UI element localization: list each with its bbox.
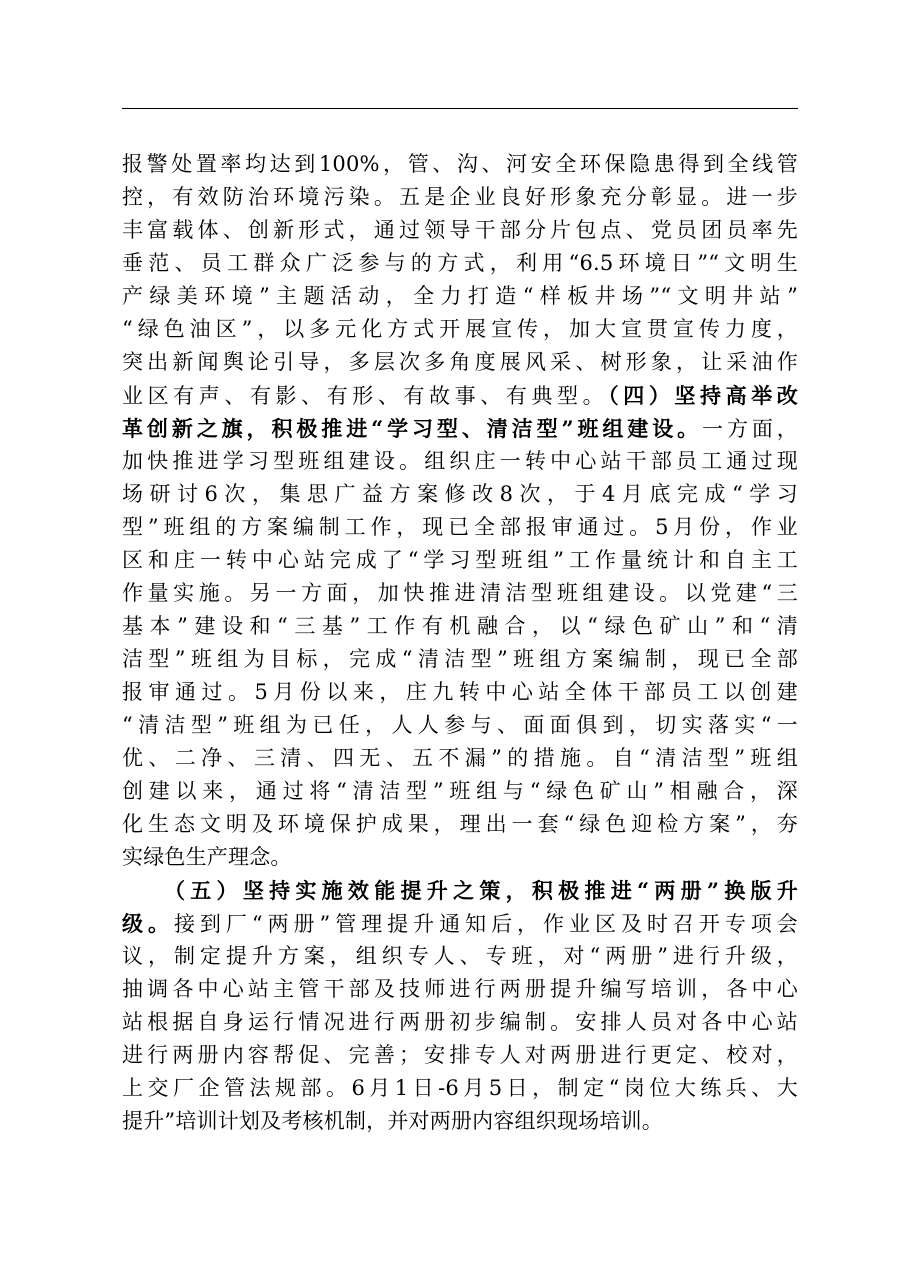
text-line xyxy=(122,643,798,676)
text-run: 站根据自身运行情况进行两册初步编制。安排人员对各中心站 xyxy=(122,1010,798,1034)
text-line xyxy=(122,709,798,742)
text-line xyxy=(122,346,798,379)
text-line xyxy=(122,1039,798,1072)
text-line xyxy=(122,445,798,478)
paragraph-last-line xyxy=(122,1105,798,1138)
text-run: 突出新闻舆论引导，多层次多角度展风采、树形象，让采油作 xyxy=(122,350,798,374)
text-run: 加快推进学习型班组建设。组织庄一转中心站干部员工通过现 xyxy=(122,449,798,473)
text-run: 产绿美环境”主题活动，全力打造“样板井场”“文明井站” xyxy=(122,284,798,308)
text-run: 场研讨6次，集思广益方案修改8次，于4月底完成“学习 xyxy=(122,482,798,506)
text-line xyxy=(122,181,798,214)
text-run: 优、二净、三清、四无、五不漏”的措施。自“清洁型”班组 xyxy=(122,746,798,770)
text-run: 型”班组的方案编制工作，现已全部报审通过。5月份，作业 xyxy=(122,515,798,539)
text-line xyxy=(122,610,798,643)
text-line xyxy=(122,313,798,346)
text-run: 抽调各中心站主管干部及技师进行两册提升编写培训，各中心 xyxy=(122,977,798,1001)
text-line xyxy=(122,280,798,313)
text-line xyxy=(122,511,798,544)
text-line xyxy=(122,808,798,841)
text-run: 实绿色生产理念。 xyxy=(122,845,292,869)
section-heading-four: （四）坚持高举改 xyxy=(608,383,798,408)
text-line xyxy=(122,742,798,775)
text-line xyxy=(122,214,798,247)
text-line xyxy=(122,973,798,1006)
text-run: 化生态文明及环境保护成果，理出一套“绿色迎检方案”，夯 xyxy=(122,812,798,836)
text-run: 进行两册内容帮促、完善；安排专人对两册进行更定、校对， xyxy=(122,1043,798,1067)
text-run: 丰富载体、创新形式，通过领导干部分片包点、党员团员率先 xyxy=(122,218,798,242)
text-line xyxy=(122,247,798,280)
body-text xyxy=(122,148,798,1138)
text-line xyxy=(122,1072,798,1105)
text-run: 上交厂企管法规部。6月1日-6月5日，制定“岗位大练兵、大 xyxy=(122,1076,798,1100)
text-line xyxy=(122,379,798,412)
section-heading-five: （五）坚持实施效能提升之策，积极推进“两册”换版升 xyxy=(164,878,798,903)
text-run: “清洁型”班组为已任，人人参与、面面俱到，切实落实“一 xyxy=(122,713,798,737)
text-line xyxy=(122,940,798,973)
text-run: 基本”建设和“三基”工作有机融合，以“绿色矿山”和“清 xyxy=(122,614,798,638)
text-run: 业区有声、有影、有形、有故事、有典型。 xyxy=(122,384,609,408)
paragraph-last-line xyxy=(122,841,798,874)
text-line xyxy=(122,544,798,577)
text-line xyxy=(122,676,798,709)
section-heading-four-cont: 革创新之旗，积极推进“学习型、清洁型”班组建设。 xyxy=(122,416,703,441)
text-run: 接到厂“两册”管理提升通知后，作业区及时召开专项会 xyxy=(173,912,798,936)
text-run: 区和庄一转中心站完成了“学习型班组”工作量统计和自主工 xyxy=(122,548,798,572)
text-run: 提升”培训计划及考核机制，并对两册内容组织现场培训。 xyxy=(122,1109,663,1133)
text-run: 创建以来，通过将“清洁型”班组与“绿色矿山”相融合，深 xyxy=(122,779,798,803)
text-line xyxy=(122,907,798,940)
header-rule xyxy=(122,108,798,109)
text-line xyxy=(122,775,798,808)
text-line xyxy=(122,1006,798,1039)
text-run: 垂范、员工群众广泛参与的方式，利用“6.5环境日”“文明生 xyxy=(122,251,798,275)
text-run: 洁型”班组为目标，完成“清洁型”班组方案编制，现已全部 xyxy=(122,647,798,671)
text-line xyxy=(122,412,798,445)
text-run: 作量实施。另一方面，加快推进清洁型班组建设。以党建“三 xyxy=(122,581,798,605)
text-run: 议，制定提升方案，组织专人、专班，对“两册”进行升级， xyxy=(122,944,798,968)
section-heading-five-cont: 级。 xyxy=(122,911,174,936)
text-run: 一方面， xyxy=(702,417,798,441)
text-line xyxy=(122,874,798,907)
text-run: 报警处置率均达到100%，管、沟、河安全环保隐患得到全线管 xyxy=(122,152,798,176)
text-run: 报审通过。5月份以来，庄九转中心站全体干部员工以创建 xyxy=(122,680,798,704)
text-run: “绿色油区”，以多元化方式开展宣传，加大宣贯宣传力度， xyxy=(122,317,798,341)
text-line xyxy=(122,148,798,181)
text-line xyxy=(122,478,798,511)
text-run: 控，有效防治环境污染。五是企业良好形象充分彰显。进一步 xyxy=(122,185,798,209)
text-line xyxy=(122,577,798,610)
